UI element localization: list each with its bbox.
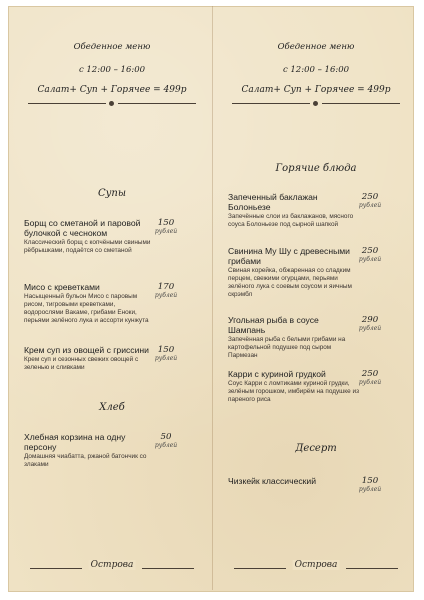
dish-price: 150 bbox=[157, 218, 175, 228]
menu-item bbox=[24, 432, 200, 469]
dish-description: Насыщенный бульон Мисо с паровым рисом, тигровыми креветками, водорослями Вакаме, грибами Еноки, перьями зелёного лука и ассорти кунжута bbox=[24, 293, 149, 324]
dish-name: Чизкейк классический bbox=[228, 476, 317, 486]
restaurant-logo bbox=[24, 560, 200, 576]
restaurant-logo bbox=[228, 560, 404, 576]
dish-description: Запечённая рыба с белыми грибами на картофельной подушке под сыром Пармезан bbox=[228, 336, 346, 359]
menu-item bbox=[24, 218, 200, 255]
header-divider bbox=[232, 100, 400, 108]
combo-promo: Салат+ Суп + Горячее = 499р bbox=[241, 85, 391, 95]
lunch-menu-title: Обеденное меню bbox=[277, 42, 355, 52]
dish-price: 250 bbox=[361, 246, 379, 256]
dish-description: Соус Карри с ломтиками куриной грудки, зелёным горошком, имбирём на подушке из пареного риса bbox=[228, 380, 360, 403]
lunch-time: с 12:00 – 16:00 bbox=[282, 65, 350, 75]
section-title: Горячие блюда bbox=[275, 163, 357, 174]
dish-name: Борщ со сметаной и паровой булочкой с чесноком bbox=[24, 218, 141, 238]
right-page bbox=[228, 0, 404, 600]
section-title: Супы bbox=[97, 188, 127, 199]
dish-name: Карри с куриной грудкой bbox=[228, 369, 326, 379]
dish-description: Классический борщ с копчёными свиными рёбрышками, подаётся со сметаной bbox=[24, 239, 151, 254]
dish-description: Домашняя чиабатта, ржаной батончик со злаками bbox=[24, 453, 147, 468]
dish-price: 150 bbox=[157, 345, 175, 355]
dish-description: Крем суп и сезонных свежих овощей с зеленью и сливками bbox=[24, 356, 139, 371]
dish-name: Угольная рыба в соусе Шампань bbox=[228, 315, 319, 335]
lunch-menu-title: Обеденное меню bbox=[73, 42, 151, 52]
menu-item bbox=[24, 345, 200, 372]
dish-description: Свиная корейка, обжаренная со сладким перцем, свежими огурцами, перьями зелёного лука с соевым соусом и яичным скрэмбл bbox=[228, 267, 352, 298]
dish-price: 290 bbox=[361, 315, 379, 325]
price-currency: рублей bbox=[358, 486, 382, 493]
menu-item bbox=[228, 246, 404, 299]
combo-promo: Салат+ Суп + Горячее = 499р bbox=[37, 85, 187, 95]
price-currency: рублей bbox=[358, 325, 382, 332]
menu-item bbox=[228, 476, 404, 493]
dish-price: 250 bbox=[361, 369, 379, 379]
dish-description: Запечённые слои из баклажанов, мясного соуса Болоньезе под сырной шапкой bbox=[228, 213, 354, 228]
dish-price: 150 bbox=[361, 476, 379, 486]
price-currency: рублей bbox=[154, 442, 178, 449]
price-currency: рублей bbox=[154, 228, 178, 235]
dish-price: 250 bbox=[361, 192, 379, 202]
menu-item bbox=[24, 282, 200, 325]
section-title: Десерт bbox=[295, 443, 337, 454]
price-currency: рублей bbox=[154, 355, 178, 362]
lunch-time: с 12:00 – 16:00 bbox=[78, 65, 146, 75]
logo-text: Острова bbox=[294, 560, 338, 570]
section-title: Хлеб bbox=[99, 402, 125, 413]
logo-text: Острова bbox=[90, 560, 134, 570]
header-divider bbox=[28, 100, 196, 108]
dish-price: 170 bbox=[157, 282, 175, 292]
price-currency: рублей bbox=[358, 379, 382, 386]
menu-item bbox=[228, 192, 404, 229]
menu-item bbox=[228, 315, 404, 360]
price-currency: рублей bbox=[358, 256, 382, 263]
dish-price: 50 bbox=[160, 432, 172, 442]
menu-item bbox=[228, 369, 404, 404]
dish-name: Хлебная корзина на одну персону bbox=[24, 432, 126, 452]
dish-name: Мисо с креветками bbox=[24, 282, 100, 292]
dish-name: Запеченный баклажан Болоньезе bbox=[228, 192, 318, 212]
price-currency: рублей bbox=[358, 202, 382, 209]
dish-name: Свинина Му Шу с древесными грибами bbox=[228, 246, 350, 266]
left-page bbox=[24, 0, 200, 600]
dish-name: Крем суп из овощей с гриссини bbox=[24, 345, 149, 355]
fold-line bbox=[212, 6, 213, 590]
price-currency: рублей bbox=[154, 292, 178, 299]
